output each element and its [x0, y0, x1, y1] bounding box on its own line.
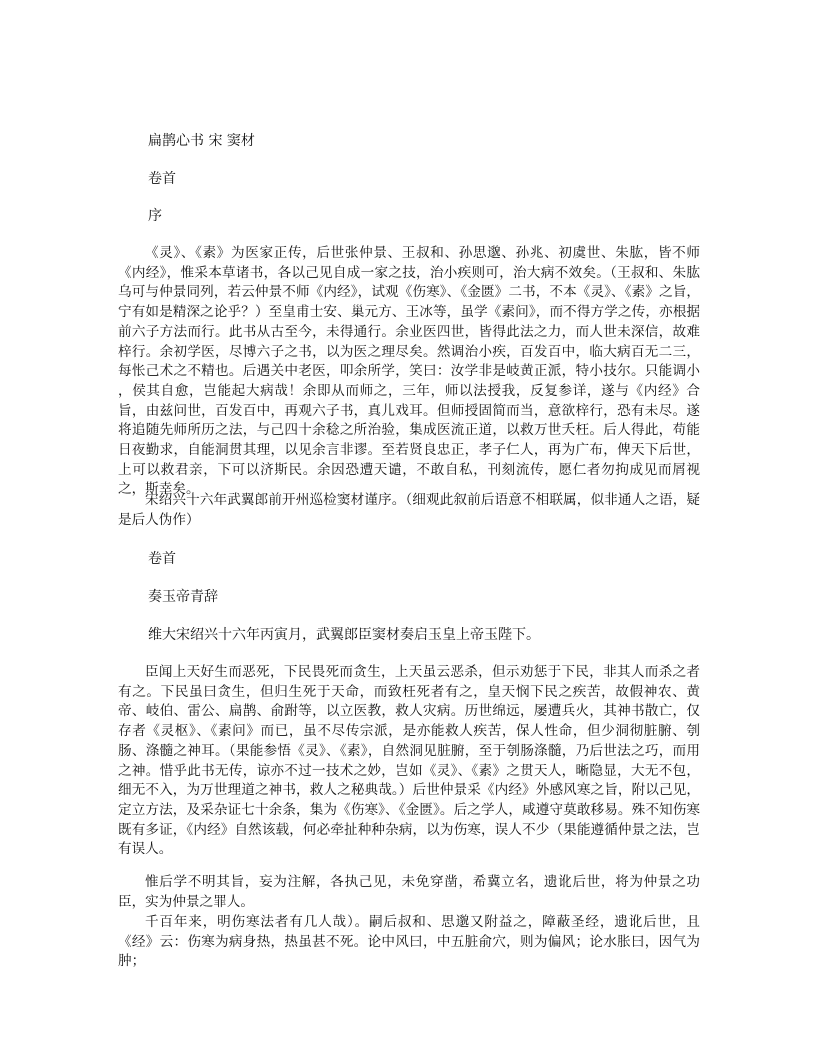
memorial-heading: 奏玉帝青辞 [148, 589, 218, 605]
body-paragraph: 臣闻上天好生而恶死，下民畏死而贪生，上天虽云恶杀，但示劝惩于下民，非其人而杀之者有之。下民虽曰贪生，但归生死于天命，而致枉死者有之，皇天悯下民之疾苦，故假神农、黄帝、岐伯、雷公、扁鹊、俞跗等，以立医教，救人灾病。历世绵远，屡遭兵火，其神书散亡，仅存者《灵枢》、《素问》而已，虽不尽传宗派，是亦能救人疾苦，保人性命，但少洞彻脏腑、刳肠、涤髓之神耳。（果能参悟《灵》、《素》，自然洞见脏腑，至于刳肠涤髓，乃后世法之巧，而用之神。惜乎此书无传，谅亦不过一技术之妙，岂如《灵》、《素》之贯天人，晰隐显，大无不包，细无不入，为万世理道之神书，救人之秘典哉。）后世仲景采《内经》外感风寒之旨，附以己见，定立方法，及采杂证七十余条，集为《伤寒》、《金匮》。后之学人，咸遵守莫敢移易。殊不知伤寒既有多证，《内经》自然该载，何必牵扯种种杂病，以为伤寒，误人不少（果能遵循仲景之法，岂有误人。 [118, 664, 700, 858]
section-heading: 卷首 [148, 171, 176, 187]
book-title: 扁鹊心书 宋 窦材 [148, 133, 255, 149]
body-paragraph: 惟后学不明其旨，妄为注解，各执己见，未免穿凿，希冀立名，遗讹后世，将为仲景之功臣，实为仲景之罪人。 [118, 874, 700, 910]
memorial-intro: 维大宋绍兴十六年丙寅月，武翼郎臣窦材奏启玉皇上帝玉陛下。 [148, 627, 540, 643]
body-paragraph: 千百年来，明伤寒法者有几人哉）。嗣后叔和、思邈又附益之，障蔽圣经，遗讹后世，且《经》云：伤寒为病身热，热虽甚不死。论中风曰，中五脏俞穴，则为偏风；论水胀曰，因气为肿； [118, 914, 700, 970]
section-heading: 卷首 [148, 551, 176, 567]
preface-signature: 宋绍兴十六年武翼郎前开州巡检窦材谨序。（细观此叙前后语意不相联属，似非通人之语，疑是后人伪作） [118, 492, 700, 528]
preface-heading: 序 [148, 208, 162, 224]
preface-paragraph: 《灵》、《素》为医家正传，后世张仲景、王叔和、孙思邈、孙兆、初虞世、朱肱，皆不师《内经》，惟采本草诸书，各以己见自成一家之技，治小疾则可，治大病不效矣。（王叔和、朱肱乌可与仲景同列，若云仲景不师《内经》，试观《伤寒》、《金匮》二书，不本《灵》、《素》之旨，宁有如是精深之论乎？）至皇甫士安、巢元方、王冰等，虽学《素问》，而不得方学之传，亦根据前六子方法而行。此书从古至今，未得通行。余业医四世，皆得此法之力，而人世未深信，故难梓行。余初学医，尽博六子之书，以为医之理尽矣。然调治小疾，百发百中，临大病百无二三，每怅己术之不精也。后遇关中老医，叩余所学，笑曰：汝学非是岐黄正派，特小技尔。只能调小 ，侯其自愈，岂能起大病哉！余即从而师之，三年，师以法授我，反复参详，遂与《内经》合旨，由兹问世，百发百中，再观六子书，真儿戏耳。但师授固简而当，意欲梓行，恐有未尽。遂将追随先师所历之法，与己四十余稔之所治验，集成医流正道，以救万世夭枉。后人得此，苟能日夜勤求，自能洞贯其理，以见余言非谬。至若贤良忠正，孝子仁人，再为广布，俾天下后世，上可以救君亲，下可以济斯民。余因恐遭天谴，不敢自私，刊刻流传，愿仁者勿拘成见而屑视之，斯幸矣。 [118, 245, 700, 498]
